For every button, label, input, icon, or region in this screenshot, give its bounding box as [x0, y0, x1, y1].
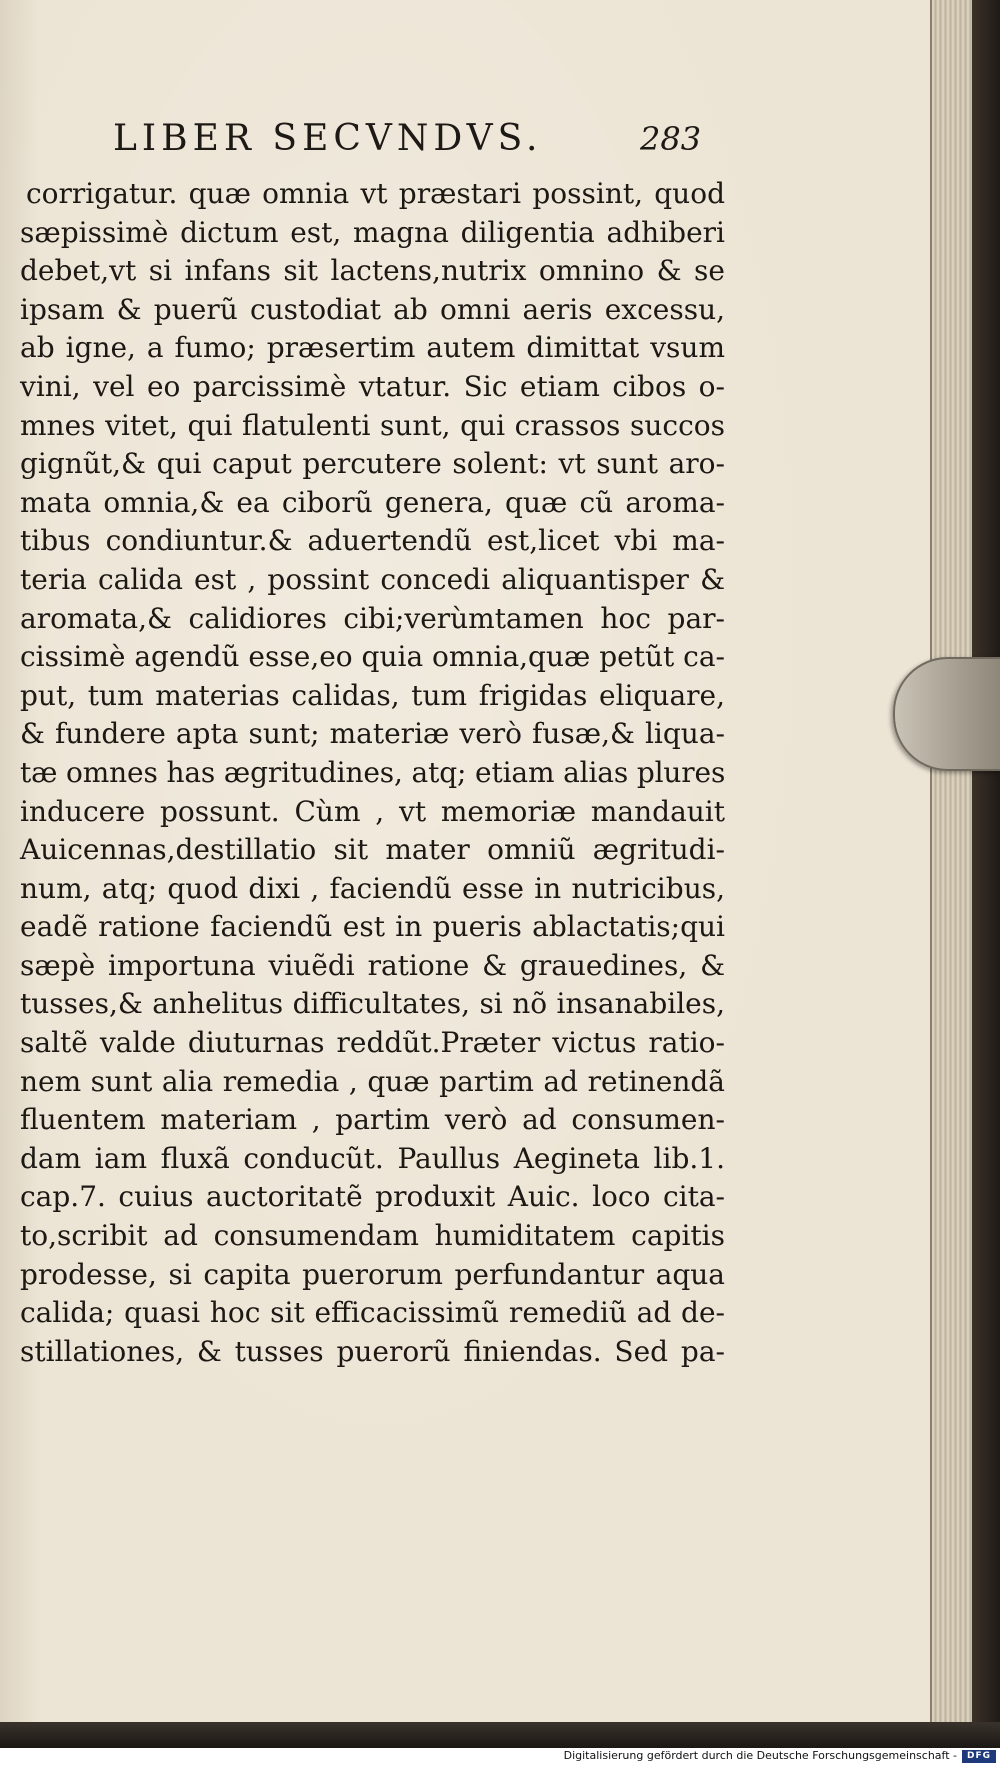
- text-line: vini, vel eo parcissimè vtatur. Sic etiam cibos o-: [20, 369, 725, 403]
- text-line: eadẽ ratione faciendũ est in pueris ablactatis;qui: [20, 910, 725, 944]
- text-line: prodesse, si capita puerorum perfundantur aqua: [20, 1257, 725, 1291]
- text-line: stillationes, & tusses puerorũ finiendas. Sed pa-: [20, 1334, 725, 1368]
- text-line: put, tum materias calidas, tum frigidas eliquare,: [20, 678, 725, 712]
- text-line: sæpè importuna viuẽdi ratione & grauedines, &: [20, 948, 725, 982]
- text-line: sæpissimè dictum est, magna diligentia adhiberi: [20, 215, 725, 249]
- text-line: ab igne, a fumo; præsertim autem dimittat vsum: [20, 331, 725, 365]
- running-head-title: LIBER SECVNDVS.: [113, 118, 543, 159]
- text-line: corrigatur. quæ omnia vt præstari possint, quod: [26, 177, 725, 210]
- page-number: 283: [640, 120, 702, 158]
- body-text: [20, 175, 725, 1371]
- book-page-edges: [930, 0, 974, 1722]
- text-line: inducere possunt. Cùm , vt memoriæ mandauit: [20, 794, 725, 828]
- page-clip-tab: [893, 657, 1000, 771]
- text-line: dam iam fluxã conducũt. Paullus Aegineta lib.1.: [20, 1141, 725, 1175]
- text-line: debet,vt si infans sit lactens,nutrix omnino & se: [20, 254, 725, 288]
- text-line: teria calida est , possint concedi aliquantisper &: [20, 562, 725, 596]
- text-line: tibus condiuntur.& aduertendũ est,licet vbi ma-: [20, 524, 725, 558]
- text-line: Auicennas,destillatio sit mater omniũ ægritudi-: [20, 833, 725, 867]
- text-line: ipsam & puerũ custodiat ab omni aeris excessu,: [20, 292, 725, 326]
- footer-bar: [0, 1748, 1000, 1765]
- text-line: num, atq; quod dixi , faciendũ esse in nutricibus,: [20, 871, 725, 905]
- text-line: calida; quasi hoc sit efficacissimũ remediũ ad de-: [20, 1296, 725, 1330]
- text-line: cap.7. cuius auctoritatẽ produxit Auic. loco cita-: [20, 1180, 725, 1214]
- dfg-logo: DFG: [962, 1750, 996, 1763]
- text-line: gignũt,& qui caput percutere solent: vt sunt aro-: [20, 447, 725, 481]
- text-line: aromata,& calidiores cibi;verùmtamen hoc par-: [20, 601, 725, 635]
- text-line: to,scribit ad consumendam humiditatem capitis: [20, 1219, 725, 1253]
- text-line: saltẽ valde diuturnas reddũt.Præter victus ratio-: [20, 1026, 725, 1060]
- text-line: mnes vitet, qui flatulenti sunt, qui crassos succos: [20, 408, 725, 442]
- text-line: fluentem materiam , partim verò ad consumen-: [20, 1103, 725, 1137]
- text-line: mata omnia,& ea ciborũ genera, quæ cũ aroma-: [20, 485, 725, 519]
- book-cover-edge: [972, 0, 1000, 1722]
- footer-attribution: Digitalisierung gefördert durch die Deutsche Forschungsgemeinschaft -: [563, 1749, 957, 1762]
- text-line: nem sunt alia remedia , quæ partim ad retinendã: [20, 1064, 725, 1098]
- bottom-shadow-band: [0, 1722, 1000, 1748]
- text-line: tusses,& anhelitus difficultates, si nõ insanabiles,: [20, 987, 725, 1021]
- text-line: cissimè agendũ esse,eo quia omnia,quæ petũt ca-: [20, 640, 725, 674]
- text-line: & fundere apta sunt; materiæ verò fusæ,& liqua-: [20, 717, 725, 751]
- text-line: tæ omnes has ægritudines, atq; etiam alias plures: [20, 755, 726, 789]
- running-head: [0, 118, 945, 158]
